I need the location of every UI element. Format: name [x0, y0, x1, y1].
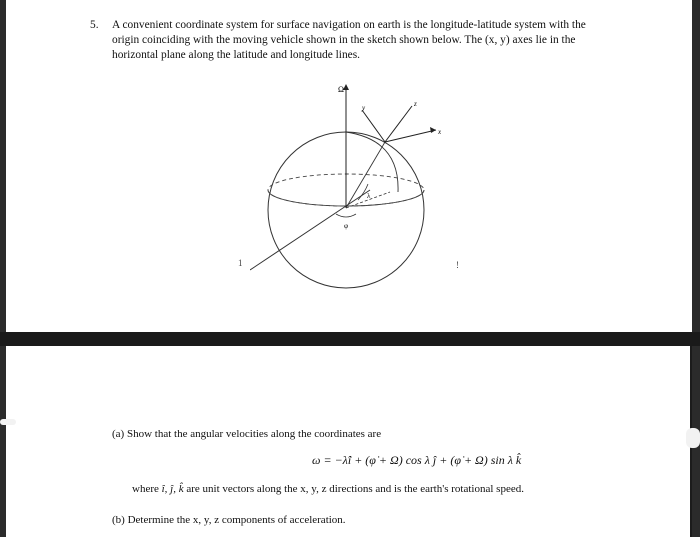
- label-z: z: [414, 100, 417, 108]
- part-a-question: (a) Show that the angular velocities along the coordinates are: [112, 428, 382, 440]
- problem-text: A convenient coordinate system for surface navigation on earth is the longitude-latitude system with the origin coinciding with the moving vehicle shown in the sketch shown below. The (x, y) axes lie in the horizontal plane along the latitude and longitude lines.: [112, 19, 586, 61]
- part-b-question: (b) Determine the x, y, z components of acceleration.: [112, 514, 346, 526]
- x-arrowhead: [430, 127, 436, 133]
- where-suffix: are unit vectors along the x, y, z directions and is the earth's rotational speed.: [186, 483, 524, 495]
- label-omega: Ω: [338, 85, 344, 94]
- sphere-diagram: [250, 80, 480, 300]
- angular-velocity-formula: ω = −λ̇î + (φ̇ + Ω) cos λ ĵ + (φ̇ + Ω) sin λ k̂: [312, 453, 522, 467]
- phi-arc: [336, 214, 356, 217]
- label-lambda: λ: [367, 192, 371, 200]
- where-prefix: where: [132, 483, 159, 495]
- stray-mark-right: !: [456, 260, 459, 270]
- where-clause: [132, 483, 524, 495]
- left-edge-highlight: [0, 419, 16, 425]
- label-x: x: [438, 128, 442, 136]
- stray-mark-left: 1: [238, 258, 243, 268]
- unit-vectors: î, ĵ, k̂: [161, 483, 184, 495]
- bottom-page-region: [6, 346, 690, 537]
- radius-line: [346, 142, 385, 208]
- right-edge-highlight: [686, 428, 700, 448]
- right-dark-edge: [692, 0, 700, 537]
- problem-number: 5.: [90, 19, 99, 31]
- label-y: y: [362, 104, 366, 112]
- label-phi: φ: [344, 222, 349, 230]
